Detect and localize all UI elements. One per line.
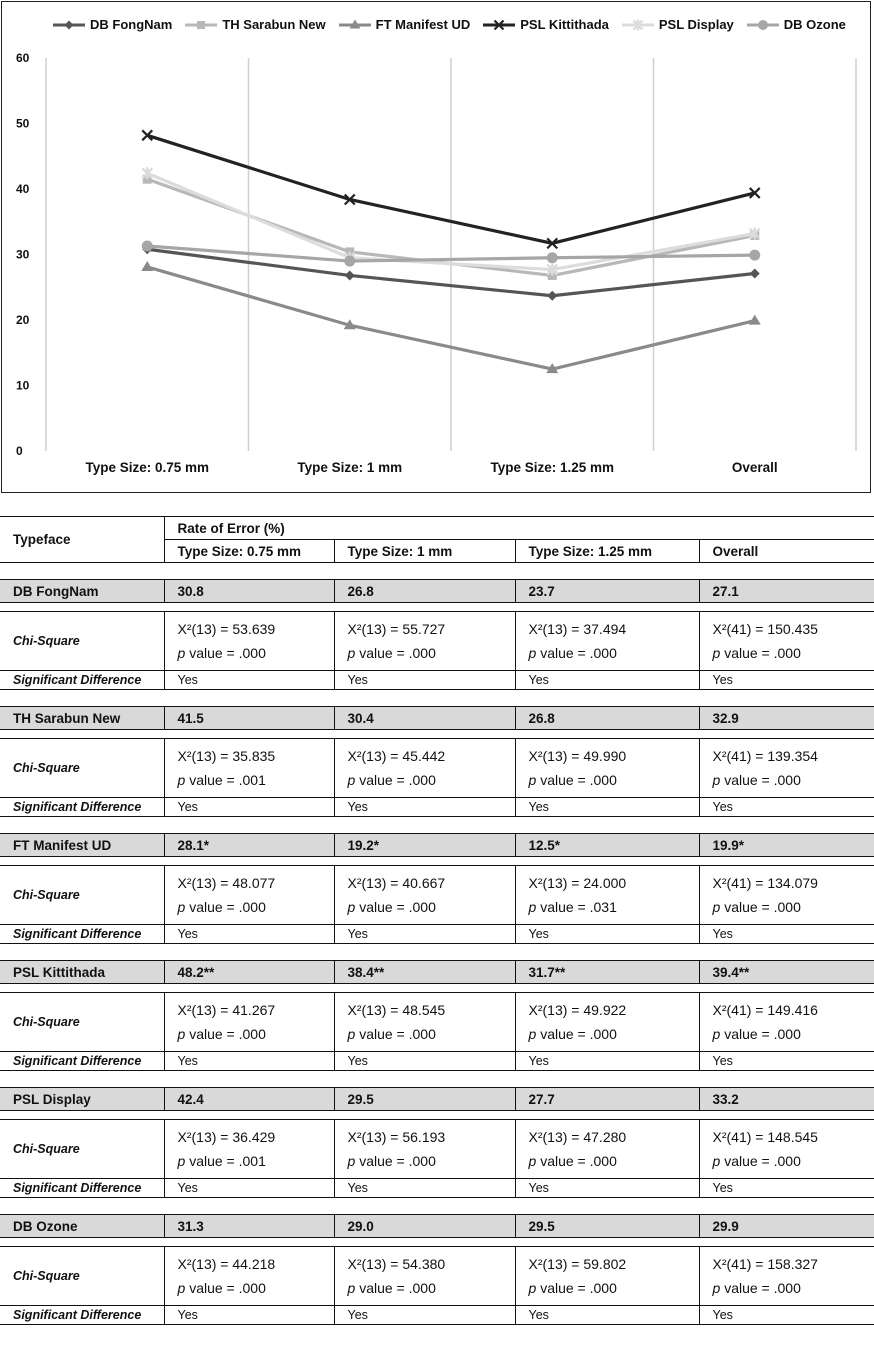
p-value (713, 1149, 874, 1173)
chi-square-cell (515, 739, 699, 798)
error-rate-table (0, 516, 874, 1325)
significant-difference-label: Significant Difference (0, 1306, 164, 1325)
typeface-name: PSL Display (0, 1088, 164, 1111)
p-value-text: value = .000 (359, 645, 436, 661)
chi-square-cell (164, 866, 334, 925)
chi-square-cell (515, 612, 699, 671)
chi-square-label: Chi-Square (0, 866, 164, 925)
legend-label: PSL Display (658, 17, 734, 32)
data-point (749, 250, 760, 261)
significant-difference-value: Yes (699, 671, 874, 690)
chi-square-value: X²(41) = 134.079 (712, 875, 818, 891)
typeface-header: Typeface (0, 517, 164, 563)
significant-difference-value: Yes (699, 798, 874, 817)
p-value (178, 1022, 334, 1046)
p-prefix: p (528, 645, 537, 661)
chi-square-cell (164, 612, 334, 671)
error-rate-value: 30.4 (334, 707, 515, 730)
p-value (529, 1149, 699, 1173)
significant-difference-label: Significant Difference (0, 1179, 164, 1198)
p-value (529, 768, 699, 792)
chi-square-value: X²(41) = 149.416 (712, 1002, 818, 1018)
p-prefix: p (528, 1153, 537, 1169)
significant-difference-value: Yes (699, 1179, 874, 1198)
x-tick-label: Type Size: 1 mm (297, 460, 403, 475)
error-rate-value: 19.2* (334, 834, 515, 857)
chi-square-value: X²(13) = 56.193 (347, 1129, 446, 1145)
chi-square-label: Chi-Square (0, 1247, 164, 1306)
p-prefix: p (528, 772, 537, 788)
y-tick-label: 10 (16, 378, 30, 393)
p-prefix: p (177, 1153, 186, 1169)
significant-difference-value: Yes (164, 925, 334, 944)
column-header: Overall (699, 540, 874, 563)
significant-difference-value: Yes (334, 671, 515, 690)
y-tick-label: 40 (16, 182, 30, 196)
chi-square-cell (515, 866, 699, 925)
chi-square-value: X²(13) = 48.545 (347, 1002, 446, 1018)
p-value-text: value = .000 (540, 772, 617, 788)
y-tick-label: 60 (16, 51, 30, 65)
significant-difference-value: Yes (699, 1306, 874, 1325)
p-value-text: value = .000 (359, 899, 436, 915)
chi-square-label: Chi-Square (0, 612, 164, 671)
p-value-text: value = .000 (540, 645, 617, 661)
chi-square-cell (164, 1120, 334, 1179)
significant-difference-value: Yes (164, 1052, 334, 1071)
p-value (713, 641, 874, 665)
typeface-name: TH Sarabun New (0, 707, 164, 730)
chi-square-cell (334, 993, 515, 1052)
typeface-name: FT Manifest UD (0, 834, 164, 857)
chi-square-value: X²(13) = 45.442 (347, 748, 446, 764)
p-value (178, 895, 334, 919)
chi-square-value: X²(13) = 44.218 (177, 1256, 276, 1272)
significant-difference-label: Significant Difference (0, 1052, 164, 1071)
significant-difference-value: Yes (515, 1179, 699, 1198)
p-value-text: value = .000 (189, 899, 266, 915)
p-value-text: value = .000 (359, 1153, 436, 1169)
chi-square-label: Chi-Square (0, 1120, 164, 1179)
p-value-text: value = .000 (724, 1280, 801, 1296)
y-tick-label: 30 (16, 247, 30, 262)
p-prefix: p (347, 1153, 356, 1169)
p-prefix: p (712, 1026, 721, 1042)
p-value (348, 1022, 515, 1046)
chi-square-value: X²(13) = 37.494 (528, 621, 627, 637)
p-value (713, 895, 874, 919)
chi-square-value: X²(13) = 36.429 (177, 1129, 276, 1145)
chi-square-label: Chi-Square (0, 993, 164, 1052)
p-value-text: value = .000 (359, 1280, 436, 1296)
line-chart (2, 2, 870, 492)
error-rate-value: 30.8 (164, 580, 334, 603)
error-rate-value: 48.2** (164, 961, 334, 984)
error-rate-value: 19.9* (699, 834, 874, 857)
legend-label: PSL Kittithada (520, 17, 609, 32)
significant-difference-value: Yes (334, 1052, 515, 1071)
p-value (348, 895, 515, 919)
chi-square-value: X²(13) = 24.000 (528, 875, 627, 891)
chi-square-value: X²(13) = 35.835 (177, 748, 276, 764)
p-value-text: value = .000 (724, 1153, 801, 1169)
p-prefix: p (712, 1153, 721, 1169)
chi-square-value: X²(13) = 55.727 (347, 621, 446, 637)
column-header: Type Size: 0.75 mm (164, 540, 334, 563)
chi-square-cell (699, 993, 874, 1052)
chi-square-cell (334, 1247, 515, 1306)
p-value-text: value = .001 (189, 1153, 266, 1169)
error-rate-value: 12.5* (515, 834, 699, 857)
significant-difference-value: Yes (334, 798, 515, 817)
p-prefix: p (712, 645, 721, 661)
chi-square-cell (164, 993, 334, 1052)
p-prefix: p (177, 645, 186, 661)
chi-square-cell (699, 739, 874, 798)
p-prefix: p (712, 1280, 721, 1296)
error-rate-value: 41.5 (164, 707, 334, 730)
chi-square-cell (334, 739, 515, 798)
p-value (348, 1149, 515, 1173)
p-prefix: p (177, 772, 186, 788)
p-value-text: value = .000 (189, 1026, 266, 1042)
p-value (529, 1022, 699, 1046)
p-value-text: value = .000 (540, 1026, 617, 1042)
error-rate-value: 32.9 (699, 707, 874, 730)
p-value (348, 1276, 515, 1300)
significant-difference-value: Yes (164, 671, 334, 690)
chi-square-value: X²(41) = 139.354 (712, 748, 818, 764)
significant-difference-value: Yes (515, 798, 699, 817)
typeface-name: PSL Kittithada (0, 961, 164, 984)
x-tick-label: Overall (731, 460, 778, 475)
chi-square-cell (699, 612, 874, 671)
p-value (713, 1022, 874, 1046)
chi-square-cell (334, 866, 515, 925)
data-point (749, 315, 761, 325)
p-prefix: p (528, 899, 537, 915)
rate-of-error-header: Rate of Error (%) (164, 517, 874, 540)
significant-difference-value: Yes (334, 1306, 515, 1325)
p-value (529, 641, 699, 665)
error-rate-value: 29.5 (334, 1088, 515, 1111)
p-value (348, 641, 515, 665)
chi-square-value: X²(13) = 47.280 (528, 1129, 627, 1145)
legend-label: TH Sarabun New (222, 17, 326, 32)
p-value-text: value = .000 (359, 1026, 436, 1042)
p-value-text: value = .000 (189, 1280, 266, 1296)
chi-square-value: X²(13) = 53.639 (177, 621, 276, 637)
chi-square-value: X²(41) = 158.327 (712, 1256, 818, 1272)
data-point (345, 270, 355, 280)
p-value (713, 1276, 874, 1300)
data-point (141, 261, 153, 271)
p-value (529, 895, 699, 919)
p-value (178, 1276, 334, 1300)
significant-difference-value: Yes (515, 671, 699, 690)
significant-difference-value: Yes (515, 925, 699, 944)
error-rate-value: 29.9 (699, 1215, 874, 1238)
p-value (178, 1149, 334, 1173)
chi-square-value: X²(13) = 41.267 (177, 1002, 276, 1018)
significant-difference-value: Yes (164, 798, 334, 817)
significant-difference-value: Yes (334, 925, 515, 944)
data-point (142, 240, 153, 251)
data-point (750, 268, 760, 278)
chi-square-cell (515, 1120, 699, 1179)
data-point (547, 291, 557, 301)
chi-square-cell (334, 1120, 515, 1179)
p-value-text: value = .000 (724, 645, 801, 661)
x-tick-label: Type Size: 0.75 mm (85, 460, 210, 475)
column-header: Type Size: 1.25 mm (515, 540, 699, 563)
p-prefix: p (177, 1026, 186, 1042)
significant-difference-value: Yes (699, 1052, 874, 1071)
data-point (547, 252, 558, 263)
p-value-text: value = .000 (189, 645, 266, 661)
chi-square-label: Chi-Square (0, 739, 164, 798)
p-prefix: p (347, 1026, 356, 1042)
error-rate-value: 29.0 (334, 1215, 515, 1238)
p-prefix: p (347, 645, 356, 661)
error-rate-value: 31.7** (515, 961, 699, 984)
chi-square-value: X²(13) = 49.922 (528, 1002, 627, 1018)
chi-square-cell (515, 1247, 699, 1306)
chi-square-cell (699, 866, 874, 925)
p-prefix: p (347, 899, 356, 915)
p-value (529, 1276, 699, 1300)
significant-difference-value: Yes (334, 1179, 515, 1198)
p-prefix: p (347, 1280, 356, 1296)
chi-square-value: X²(13) = 54.380 (347, 1256, 446, 1272)
p-value-text: value = .000 (724, 772, 801, 788)
error-rate-value: 27.1 (699, 580, 874, 603)
p-value-text: value = .031 (540, 899, 617, 915)
chi-square-value: X²(41) = 150.435 (712, 621, 818, 637)
p-prefix: p (712, 899, 721, 915)
chi-square-cell (515, 993, 699, 1052)
chi-square-cell (164, 1247, 334, 1306)
p-prefix: p (347, 772, 356, 788)
chi-square-value: X²(13) = 40.667 (347, 875, 446, 891)
error-rate-value: 39.4** (699, 961, 874, 984)
p-prefix: p (528, 1026, 537, 1042)
p-value-text: value = .000 (540, 1280, 617, 1296)
p-value (348, 768, 515, 792)
p-value-text: value = .000 (724, 1026, 801, 1042)
chi-square-cell (699, 1247, 874, 1306)
significant-difference-value: Yes (164, 1179, 334, 1198)
chi-square-value: X²(13) = 48.077 (177, 875, 276, 891)
error-rate-value: 38.4** (334, 961, 515, 984)
p-value-text: value = .001 (189, 772, 266, 788)
typeface-name: DB FongNam (0, 580, 164, 603)
significant-difference-value: Yes (164, 1306, 334, 1325)
p-value-text: value = .000 (724, 899, 801, 915)
error-rate-value: 31.3 (164, 1215, 334, 1238)
p-prefix: p (177, 899, 186, 915)
legend-label: DB Ozone (783, 17, 846, 32)
p-value (713, 768, 874, 792)
significant-difference-value: Yes (699, 925, 874, 944)
typeface-name: DB Ozone (0, 1215, 164, 1238)
chi-square-value: X²(41) = 148.545 (712, 1129, 818, 1145)
significant-difference-label: Significant Difference (0, 798, 164, 817)
significant-difference-label: Significant Difference (0, 925, 164, 944)
column-header: Type Size: 1 mm (334, 540, 515, 563)
p-prefix: p (528, 1280, 537, 1296)
chi-square-value: X²(13) = 59.802 (528, 1256, 627, 1272)
legend-label: DB FongNam (90, 17, 173, 32)
p-value-text: value = .000 (359, 772, 436, 788)
p-prefix: p (712, 772, 721, 788)
error-rate-value: 23.7 (515, 580, 699, 603)
error-rate-value: 42.4 (164, 1088, 334, 1111)
chi-square-value: X²(13) = 49.990 (528, 748, 627, 764)
y-tick-label: 20 (16, 313, 30, 327)
chi-square-cell (699, 1120, 874, 1179)
error-rate-value: 28.1* (164, 834, 334, 857)
x-tick-label: Type Size: 1.25 mm (490, 460, 615, 475)
line-chart-panel (1, 1, 871, 493)
error-rate-value: 27.7 (515, 1088, 699, 1111)
error-rate-value: 29.5 (515, 1215, 699, 1238)
error-rate-value: 33.2 (699, 1088, 874, 1111)
p-value (178, 768, 334, 792)
p-value-text: value = .000 (540, 1153, 617, 1169)
chi-square-cell (164, 739, 334, 798)
y-tick-label: 0 (16, 444, 23, 458)
error-rate-value: 26.8 (334, 580, 515, 603)
chi-square-cell (334, 612, 515, 671)
y-tick-label: 50 (16, 116, 30, 131)
p-value (178, 641, 334, 665)
significant-difference-value: Yes (515, 1052, 699, 1071)
error-rate-value: 26.8 (515, 707, 699, 730)
legend-label: FT Manifest UD (375, 17, 471, 32)
p-prefix: p (177, 1280, 186, 1296)
significant-difference-value: Yes (515, 1306, 699, 1325)
data-point (344, 256, 355, 267)
significant-difference-label: Significant Difference (0, 671, 164, 690)
